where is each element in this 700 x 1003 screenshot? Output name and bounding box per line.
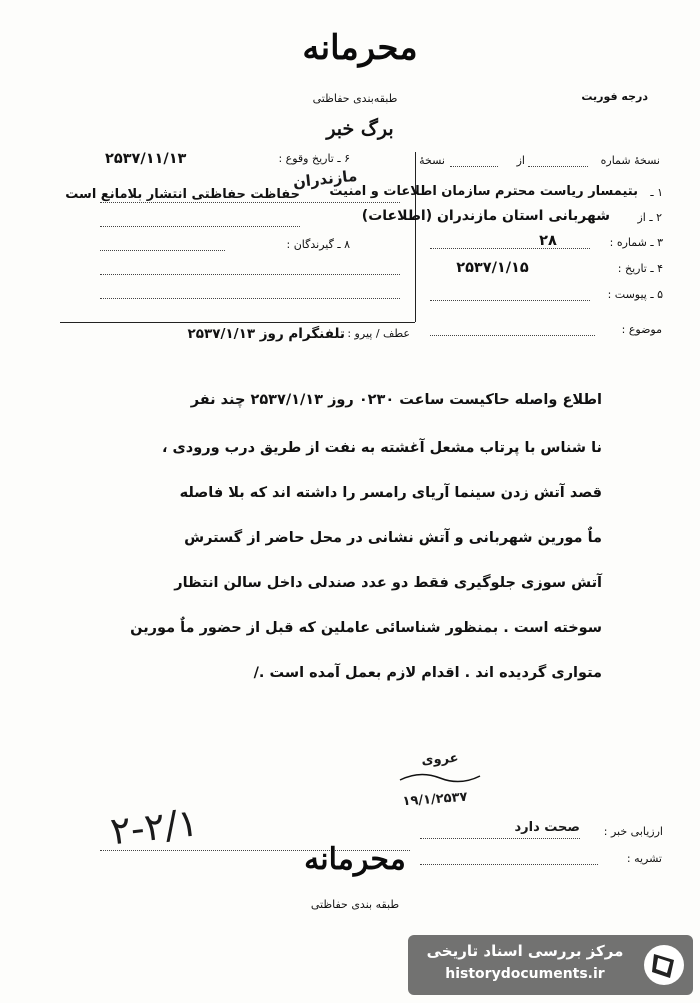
body-line-7: متواری گردیده اند . اقدام لازم بعمل آمده است ./ xyxy=(253,665,602,681)
recipients-label: ۸ ـ گیرندگان : xyxy=(286,238,350,251)
body-line-3: قصد آتش زدن سینما آریای رامسر را داشته اند که بلا فاصله xyxy=(179,485,602,501)
event-date-label: ۶ ـ تاریخ وقوع : xyxy=(278,152,350,165)
line1-text: بتیمسار ریاست محترم سازمان اطلاعات و امنیت xyxy=(329,184,638,199)
signature-scribble xyxy=(395,768,485,788)
assessment-dots xyxy=(420,838,580,839)
recipients-dots-3 xyxy=(100,298,400,299)
reference-rule xyxy=(60,322,415,323)
distribution-label: تشریه : xyxy=(626,852,662,865)
body-line-5: آتش سوزی جلوگیری فقط دو عدد صندلی داخل سالن انتظار xyxy=(174,575,602,591)
classification-label-bottom: طبقه بندی حفاظتی xyxy=(310,898,400,911)
priority-label: درجه فوریت xyxy=(581,90,648,103)
handwritten-region: مازندران xyxy=(292,166,358,192)
line1-number: ۱ ـ xyxy=(650,186,663,199)
classification-stamp-top: محرمانه xyxy=(302,28,418,68)
watermark-logo-icon xyxy=(640,940,688,990)
copy-label: نسخهٔ xyxy=(419,154,445,167)
watermark-url: historydocuments.ir xyxy=(445,966,605,982)
form-divider xyxy=(415,152,416,322)
recipients-dots-2 xyxy=(100,274,400,275)
body-line-6: سوخته است . بمنظور شناسائی عاملین که قبل از حضور ماٌ مورین xyxy=(130,620,602,636)
line3-dots xyxy=(430,248,590,249)
line3-label: ۳ ـ شماره : xyxy=(609,236,663,249)
line4-label: ۴ ـ تاریخ : xyxy=(617,262,663,275)
signature-date: ۱۹/۱/۲۵۳۷ xyxy=(402,789,468,810)
event-date-value: ۲۵۳۷/۱۱/۱۳ xyxy=(105,151,187,167)
subject-label: موضوع : xyxy=(621,323,662,336)
copy-no-dots xyxy=(528,166,588,167)
copy-no-label: نسخهٔ شماره xyxy=(600,154,660,167)
body-line-4: ماٌ مورین شهربانی و آتش نشانی در محل حاضر از گسترش xyxy=(184,530,602,546)
line2-text: شهربانی استان مازندران (اطلاعات) xyxy=(361,208,610,224)
line5-label: ۵ ـ پیوست : xyxy=(607,288,663,301)
from-dots xyxy=(450,166,498,167)
distribution-dots xyxy=(420,864,598,865)
classification-label-top: طبقه‌بندی حفاظتی xyxy=(312,92,398,105)
body-line-2: نا شناس با پرتاب مشعل آغشته به نفت از طریق درب ورودی ، xyxy=(161,440,602,456)
watermark-title: مرکز بررسی اسناد تاریخی xyxy=(426,942,624,960)
line5-dots xyxy=(430,300,590,301)
from-label: از xyxy=(516,154,525,167)
line2-dots xyxy=(100,226,300,227)
line4-value: ۲۵۳۷/۱/۱۵ xyxy=(456,260,529,276)
body-line-1: اطلاع واصله حاکیست ساعت ۰۲۳۰ روز ۲۵۳۷/۱/۱۳ چند نفر xyxy=(190,392,602,408)
line2-number: ۲ ـ از xyxy=(637,211,662,224)
reference-value: تلفنگرام روز ۲۵۳۷/۱/۱۳ xyxy=(187,326,345,342)
assessment-label: ارزیابی خبر : xyxy=(603,825,663,838)
signature-note: عروی xyxy=(421,750,459,769)
classification-stamp-bottom: محرمانه xyxy=(304,842,406,877)
handwritten-code: ۲-۲/۱ xyxy=(108,800,201,854)
form-title: برگ خبر xyxy=(326,118,394,140)
assessment-value: صحت دارد xyxy=(514,820,580,835)
line1-dots xyxy=(100,202,400,203)
recipients-dots-1 xyxy=(100,250,225,251)
line1-suffix: حفاظت حفاظتی انتشار بلامانع است xyxy=(65,187,300,202)
reference-label: عطف / پیرو : xyxy=(347,327,410,340)
line3-value: ۲۸ xyxy=(539,233,557,249)
subject-dots xyxy=(430,335,595,336)
